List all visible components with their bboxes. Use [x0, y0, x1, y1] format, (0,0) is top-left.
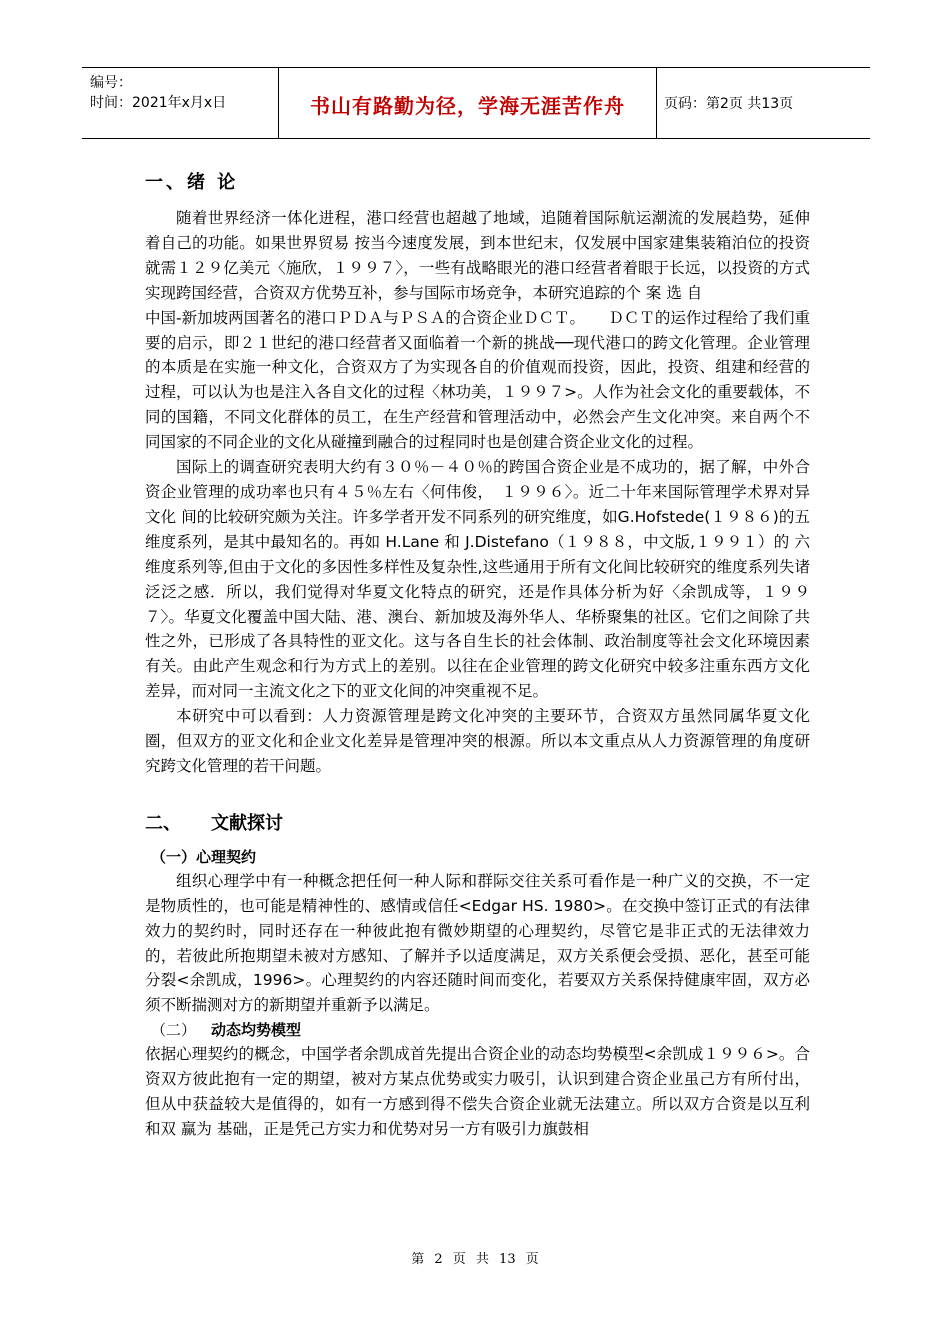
doc-number-label: 编号：: [90, 75, 132, 91]
page-footer: 第 2 页 共 13 页: [411, 1252, 539, 1267]
subsection-title-dynamic-balance: [145, 1018, 810, 1042]
subsection-title-text: 动态均势模型: [211, 1021, 302, 1040]
paragraph: 国际上的调查研究表明大约有３０％－４０％的跨国合资企业是不成功的，据了解，中外合资企业管理的成功率也只有４５％左右〈何伟俊， １９９６〉。近二十年来国际管理学术界对异文化 间的比较研究颇为关注。许多学者开发不同系列的研究维度，如G.Hofstede(１９８６)的五维度系列，是其中最知名的。再如 H.Lane 和 J.Distefano（１９８８，中文版,１９９１）的 六维度系列等,但由于文化的多因性多样性及复杂性,这些通用于所有文化间比较研究的维度系列失诸泛泛之感．所以，我们觉得对华夏文化特点的研究，还是作具体分析为好〈余凯成等，１９９７〉。华夏文化覆盖中国大陆、港、澳台、新加坡及海外华人、华桥聚集的社区。它们之间除了共性之外，已形成了各具特性的亚文化。这与各自生长的社会体制、政治制度等社会文化环境因素有关。由此产生观念和行为方式上的差别。以往在企业管理的跨文化研究中较多注重东西方文化差异，而对同一主流文化之下的亚文化间的冲突重视不足。: [145, 458, 810, 701]
paragraph: 组织心理学中有一种概念把任何一种人际和群际交往关系可看作是一种广义的交换，不一定是物质性的，也可能是精神性的、感情或信任<Edgar HS. 1980>。在交换中签订正式的有法律效力的契约时，同时还存在一种彼此抱有微妙期望的心理契约，尽管它是非正式的无法律效力的，若彼此所抱期望未被对方感知、了解并予以适度满足，双方关系便会受损、恶化，甚至可能分裂<余凯成，1996>。心理契约的内容还随时间而变化，若要双方关系保持健康牢固，双方必须不断揣测对方的新期望并重新予以满足。: [145, 871, 810, 1015]
page-header: [82, 67, 870, 139]
section-title-introduction: 一、绪 论: [145, 172, 239, 193]
subsection-title-psychological-contract: （一）心理契约: [151, 847, 257, 866]
paragraph: 本研究中可以看到：人力资源管理是跨文化冲突的主要环节，合资双方虽然同属华夏文化圈，但双方的亚文化和企业文化差异是管理冲突的根源。所以本文重点从人力资源管理的角度研究跨文化管理的若干问题。: [145, 707, 810, 775]
paragraph: 依据心理契约的概念，中国学者余凯成首先提出合资企业的动态均势模型<余凯成１９９６>。合资双方彼此抱有一定的期望，被对方某点优势或实力吸引，认识到建合资企业虽己方有所付出，但从中获益较大是值得的，如有一方感到得不偿失合资企业就无法建立。所以双方合资是以互利和双 赢为 基础，正是凭己方实力和优势对另一方有吸引力旗鼓相: [145, 1045, 810, 1138]
section-title-literature: [145, 809, 810, 839]
header-page-info: 页码：第2页 共13页: [664, 96, 794, 112]
document-body: [145, 168, 810, 1142]
section-number: 二、: [145, 812, 181, 834]
section-title-text: 文献探讨: [211, 812, 283, 834]
subsection-number: （二）: [151, 1021, 197, 1040]
paragraph: 随着世界经济一体化进程，港口经营也超越了地域，追随着国际航运潮流的发展趋势，延伸着自己的功能。如果世界贸易 按当今速度发展，到本世纪末，仅发展中国家建集装箱泊位的投资就需１２９亿美元〈施欣，１９９７〉，一些有战略眼光的港口经营者着眼于长远，以投资的方式实现跨国经营，合资双方优势互补，参与国际市场竞争，本研究追踪的个 案 选 自 中国-新加坡两国著名的港口ＰＤＡ与ＰＳＡ的合资企业ＤＣＴ。 ＤＣＴ的运作过程给了我们重要的启示，即２１世纪的港口经营者又面临着一个新的挑战──现代港口的跨文化管理。企业管理的本质是在实施一种文化，合资双方了为实现各自的价值观而投资，因此，投资、组建和经营的过程，可以认为也是注入各自文化的过程〈林功美，１９９７>。人作为社会文化的重要载体，不同的国籍，不同文化群体的员工，在生产经营和管理活动中，必然会产生文化冲突。来自两个不同国家的不同企业的文化从碰撞到融合的过程同时也是创建合资企业文化的过程。: [145, 209, 810, 452]
header-meta: [90, 73, 226, 113]
date-label: 时间：2021年x月x日: [90, 95, 227, 111]
header-divider: [656, 68, 657, 138]
header-motto: 书山有路勤为径，学海无涯苦作舟: [310, 94, 625, 118]
